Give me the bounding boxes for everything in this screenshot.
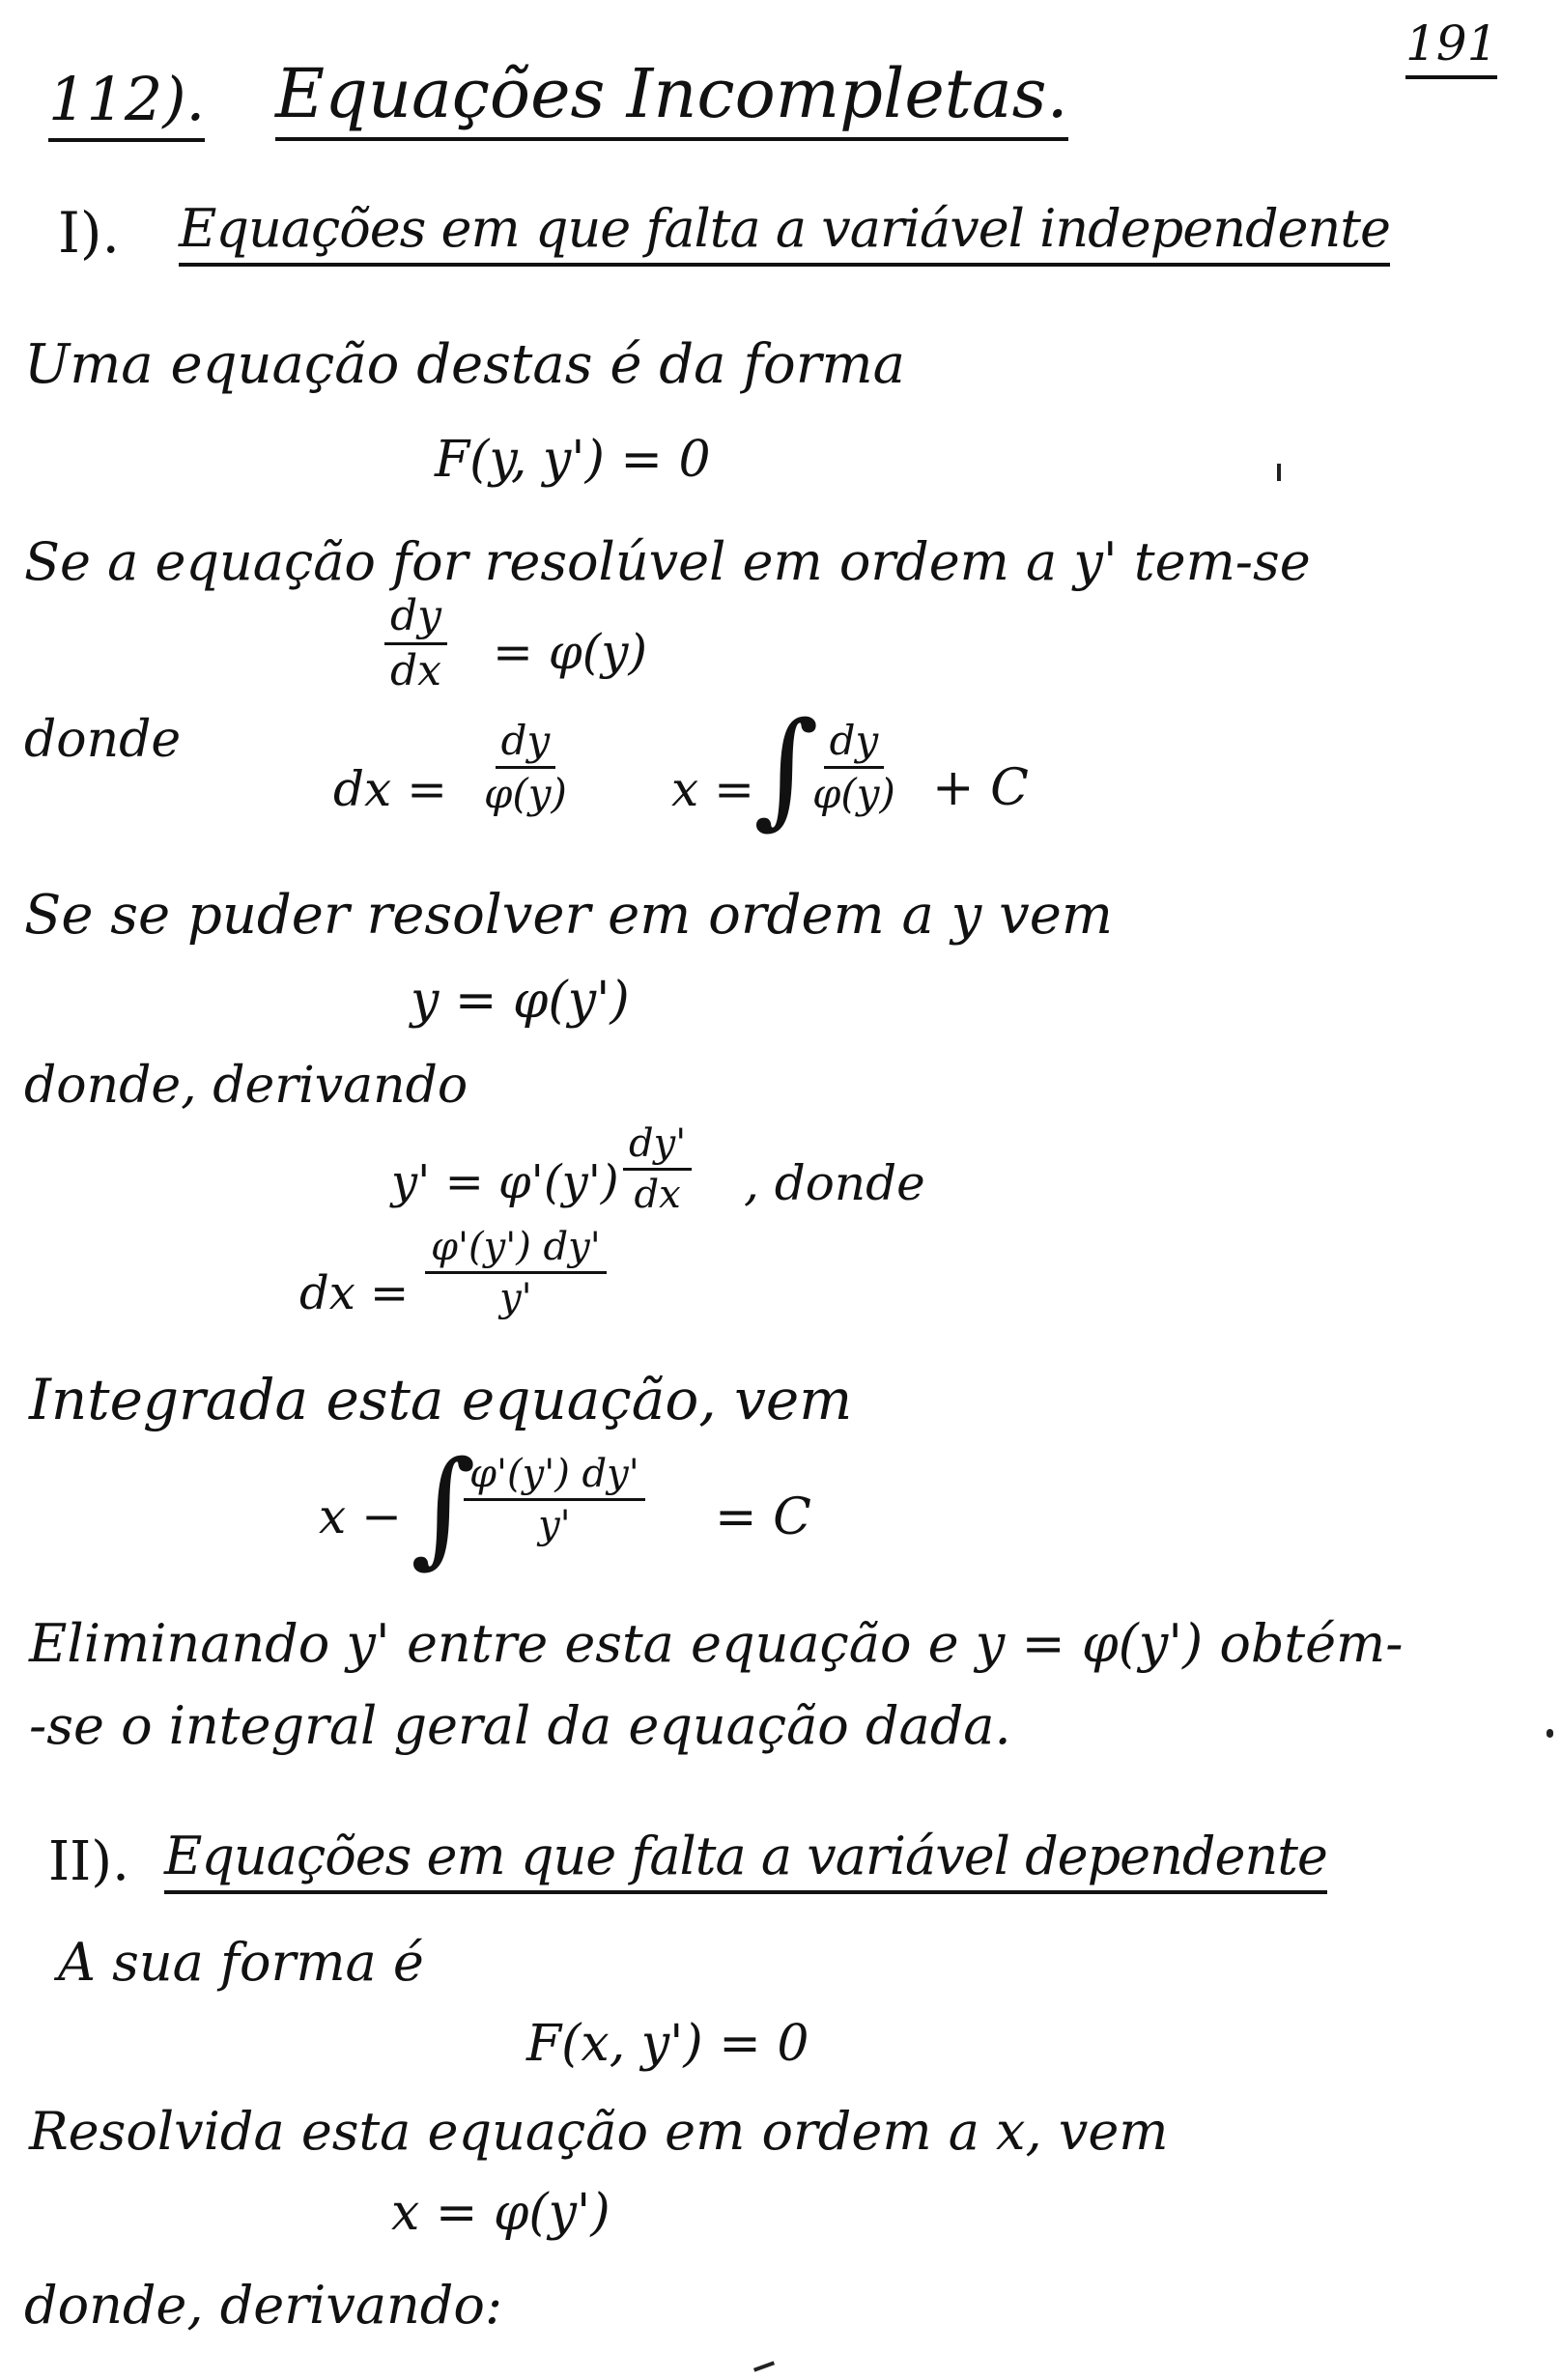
int-rhs: = C (715, 1488, 811, 1546)
part2-solved: Resolvida esta equação em ordem a x, vem (29, 2101, 1169, 2162)
yprime-donde: , donde (744, 1155, 925, 1211)
integral-sign-2: ∫ (411, 1433, 476, 1580)
dx-lhs: dx = (333, 761, 447, 817)
x-lhs: x = (671, 761, 754, 817)
section-title: Equações Incompletas. (275, 60, 1068, 128)
part2-deriving: donde, derivando: (24, 2275, 503, 2336)
part2-label: II). (48, 1830, 129, 1893)
part1-heading: Equações em que falta a variável independente (179, 203, 1390, 255)
part1-label: I). (58, 200, 120, 266)
fraction-integral-dy-phi: $\frac{dy}{\varphi(y)}$ (812, 717, 895, 818)
scan-mark (753, 2361, 775, 2371)
page-number: 191 (1405, 19, 1497, 68)
scan-mark (1277, 464, 1281, 481)
fraction-dy-phi: $\frac{dy}{\varphi(y)}$ (484, 717, 567, 818)
x-const: + C (932, 759, 1029, 817)
dydx-rhs: = φ(y) (493, 624, 648, 680)
part1-intro: Uma equação destas é da forma (24, 333, 906, 396)
fraction-integral-phiprime: $\frac{\varphi'(y') dy'}{y'}$ (464, 1454, 645, 1545)
part1-integrating: Integrada esta equação, vem (29, 1367, 853, 1432)
donde-label: donde (24, 711, 182, 769)
equation-y-phi-yprime: y = φ(y') (411, 972, 630, 1030)
int-lhs: x − (319, 1488, 402, 1544)
part2-form-intro: A sua forma é (58, 1932, 424, 1993)
part1-if-solvable-yprime: Se a equação for resolúvel em ordem a y' tem-se (24, 531, 1311, 592)
dx2-lhs: dx = (299, 1266, 410, 1320)
part1-deriving: donde, derivando (24, 1057, 468, 1115)
part1-eliminating-line2: -se o integral geral da equação dada. (29, 1695, 1011, 1756)
integral-sign-1: ∫ (753, 694, 819, 841)
fraction-phiprime-dyprime-yprime: $\frac{\varphi'(y') dy'}{y'}$ (425, 1227, 607, 1318)
equation-F-y-yprime: F(y, y') = 0 (435, 431, 711, 489)
equation-x-phi-yprime: x = φ(y') (391, 2184, 610, 2242)
fraction-dyprime-dx: $\frac{dy'}{dx}$ (623, 1123, 692, 1215)
part1-if-solvable-y: Se se puder resolver em ordem a y vem (24, 884, 1113, 947)
yprime-lhs: y' = φ'(y') (391, 1155, 619, 1209)
part1-eliminating-line1: Eliminando y' entre esta equação e y = φ(y') obtém- (29, 1613, 1404, 1674)
fraction-dy-dx: $\frac{dy}{dx}$ (384, 594, 447, 694)
scan-mark (1547, 1729, 1553, 1738)
section-number: 112). (48, 70, 205, 129)
equation-F-x-yprime: F(x, y') = 0 (526, 2015, 809, 2073)
part2-heading: Equações em que falta a variável dependente (164, 1830, 1327, 1883)
